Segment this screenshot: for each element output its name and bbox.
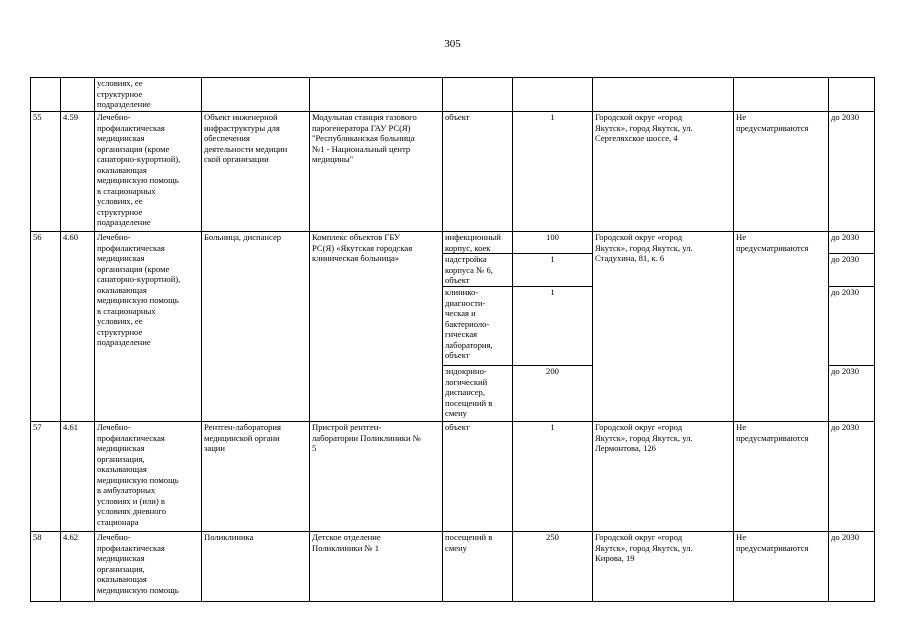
cell-code: 4.61 <box>61 422 95 532</box>
cell-qty: 250 <box>513 532 593 602</box>
cell-unit: посещений в смену <box>443 532 513 602</box>
cell-qty: 1 <box>513 112 593 232</box>
cell-qty: 1 <box>513 422 593 532</box>
table-row <box>31 422 875 532</box>
cell-location: Городской округ «город Якутск», город Якутск, ул. Лермонтова, 126 <box>593 422 734 532</box>
cell-no: 58 <box>31 532 61 602</box>
cell-location: Городской округ «город Якутск», город Якутск, ул. Сергеляхское шоссе, 4 <box>593 112 734 232</box>
cell-profile: Лечебно- профилактическая медицинская организация (кроме санаторно-курортной), оказывающая медицинскую помощь в стационарных условиях, ее структурное подразделение <box>95 232 202 422</box>
cell-zone: Не предусматриваются <box>734 112 829 232</box>
cell-zone: Не предусматриваются <box>734 532 829 602</box>
cell-name: Детское отделение Поликлиники № 1 <box>310 532 443 602</box>
cell-type: Объект инженерной инфраструктуры для обеспечения деятельности медицин ской организации <box>202 112 310 232</box>
cell-zone: Не предусматриваются <box>734 232 829 422</box>
cell-deadline: до 2030 <box>829 532 875 602</box>
cell-type: Поликлиника <box>202 532 310 602</box>
cell-deadline <box>829 78 875 112</box>
cell-unit <box>443 78 513 112</box>
table-row <box>31 232 875 254</box>
cell-qty: 1 <box>513 254 593 287</box>
table-row <box>31 532 875 602</box>
cell-code <box>61 78 95 112</box>
cell-profile: Лечебно- профилактическая медицинская организация (кроме санаторно-курортной), оказывающая медицинскую помощь в стационарных условиях, ее структурное подразделение <box>95 112 202 232</box>
cell-unit: объект <box>443 422 513 532</box>
cell-type <box>202 78 310 112</box>
cell-location: Городской округ «город Якутск», город Якутск, ул. Стадухина, 81, к. 6 <box>593 232 734 422</box>
cell-deadline: до 2030 <box>829 422 875 532</box>
cell-unit: объект <box>443 112 513 232</box>
cell-name: Пристрой рентген- лаборатории Поликлиники № 5 <box>310 422 443 532</box>
cell-qty: 100 <box>513 232 593 254</box>
cell-name <box>310 78 443 112</box>
cell-unit: эндокрино- логический диспансер, посещений в смену <box>443 366 513 422</box>
register-table <box>30 77 875 602</box>
cell-location <box>593 78 734 112</box>
continuation-row <box>31 78 875 112</box>
cell-profile: условиях, ее структурное подразделение <box>95 78 202 112</box>
cell-unit: инфекционный корпус, коек <box>443 232 513 254</box>
cell-deadline: до 2030 <box>829 232 875 254</box>
table-row <box>31 112 875 232</box>
cell-profile: Лечебно- профилактическая медицинская организация, оказывающая медицинскую помощь <box>95 532 202 602</box>
cell-profile: Лечебно- профилактическая медицинская организация, оказывающая медицинскую помощь в амбулаторных условиях и (или) в условиях дневного стационара <box>95 422 202 532</box>
cell-no: 57 <box>31 422 61 532</box>
cell-deadline: до 2030 <box>829 287 875 366</box>
cell-type: Рентген-лаборатория медицинской органи зации <box>202 422 310 532</box>
cell-code: 4.59 <box>61 112 95 232</box>
cell-no <box>31 78 61 112</box>
cell-deadline: до 2030 <box>829 366 875 422</box>
cell-zone: Не предусматриваются <box>734 422 829 532</box>
cell-qty: 1 <box>513 287 593 366</box>
cell-code: 4.60 <box>61 232 95 422</box>
cell-no: 56 <box>31 232 61 422</box>
cell-type: Больница, диспансер <box>202 232 310 422</box>
cell-name: Модульная станция газового парогенератора ГАУ РС(Я) "Республиканская больница №1 - Национальный центр медицины" <box>310 112 443 232</box>
cell-qty <box>513 78 593 112</box>
cell-deadline: до 2030 <box>829 254 875 287</box>
cell-location: Городской округ «город Якутск», город Якутск, ул. Кирова, 19 <box>593 532 734 602</box>
cell-zone <box>734 78 829 112</box>
cell-no: 55 <box>31 112 61 232</box>
cell-name: Комплекс объектов ГБУ РС(Я) «Якутская городская клиническая больница» <box>310 232 443 422</box>
cell-unit: клинико- диагности- ческая и бактериоло- гическая лаборатория, объект <box>443 287 513 366</box>
cell-unit: надстройка корпуса № 6, объект <box>443 254 513 287</box>
cell-qty: 200 <box>513 366 593 422</box>
cell-deadline: до 2030 <box>829 112 875 232</box>
cell-code: 4.62 <box>61 532 95 602</box>
page-number: 305 <box>444 38 461 50</box>
